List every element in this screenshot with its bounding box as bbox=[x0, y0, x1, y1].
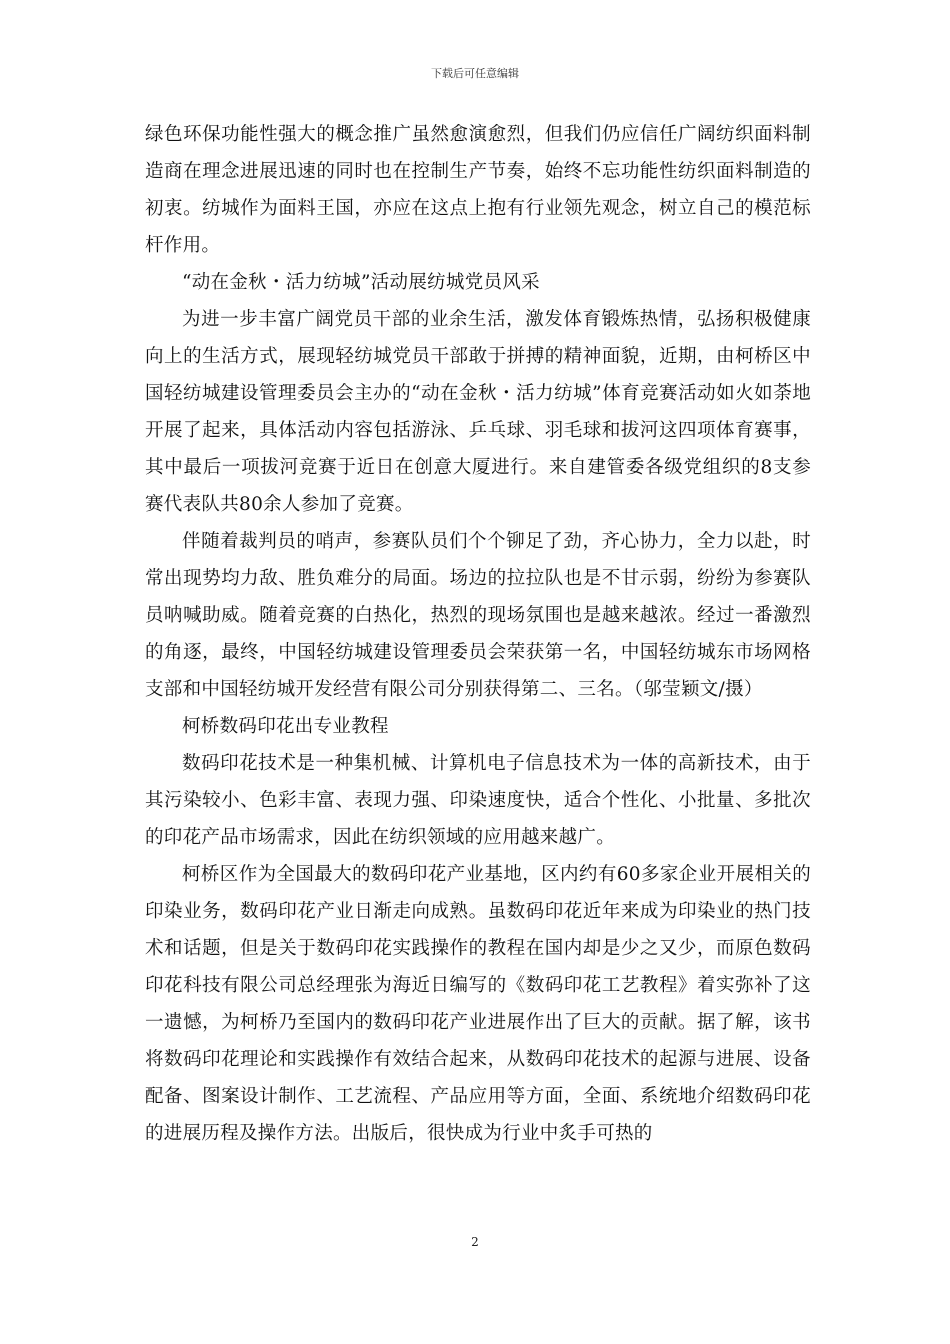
document-body bbox=[145, 116, 811, 1152]
paragraph-continuation: 绿色环保功能性强大的概念推广虽然愈演愈烈，但我们仍应信任广阔纺织面料制造商在理念进展迅速的同时也在控制生产节奏，始终不忘功能性纺织面料制造的初衷。纺城作为面料王国，亦应在这点上抱有行业领先观念，树立自己的模范标杆作用。 bbox=[145, 124, 811, 256]
page-header: 下载后可任意编辑 bbox=[431, 67, 519, 80]
paragraph-digital-printing-intro: 数码印花技术是一种集机械、计算机电子信息技术为一体的高新技术，由于其污染较小、色彩丰富、表现力强、印染速度快，适合个性化、小批量、多批次的印花产品市场需求，因此在纺织领域的应用越来越广。 bbox=[145, 753, 811, 848]
paragraph-event-result: 伴随着裁判员的哨声，参赛队员们个个铆足了劲，齐心协力，全力以赴，时常出现势均力敌、胜负难分的局面。场边的拉拉队也是不甘示弱，纷纷为参赛队员呐喊助威。随着竞赛的白热化，热烈的现场氛围也是越来越浓。经过一番激烈的角逐，最终，中国轻纺城建设管理委员会荣获第一名，中国轻纺城东市场网格支部和中国轻纺城开发经营有限公司分别获得第二、三名。（邬莹颖文/摄） bbox=[145, 531, 811, 700]
article-heading-party-event: “动在金秋・活力纺城”活动展纺城党员风采 bbox=[182, 272, 540, 293]
paragraph-event-intro: 为进一步丰富广阔党员干部的业余生活，激发体育锻炼热情，弘扬积极健康向上的生活方式，展现轻纺城党员干部敢于拼搏的精神面貌，近期，由柯桥区中国轻纺城建设管理委员会主办的“动在金秋・活力纺城”体育竞赛活动如火如荼地开展了起来，具体活动内容包括游泳、乒乓球、羽毛球和拔河这四项体育赛事，其中最后一项拔河竞赛于近日在创意大厦进行。来自建管委各级党组织的8支参赛代表队共80余人参加了竞赛。 bbox=[145, 309, 811, 515]
paragraph-digital-printing-book: 柯桥区作为全国最大的数码印花产业基地，区内约有60多家企业开展相关的印染业务，数码印花产业日渐走向成熟。虽数码印花近年来成为印染业的热门技术和话题，但是关于数码印花实践操作的教程在国内却是少之又少，而原色数码印花科技有限公司总经理张为海近日编写的《数码印花工艺教程》着实弥补了这一遗憾，为柯桥乃至国内的数码印花产业进展作出了巨大的贡献。据了解，该书将数码印花理论和实践操作有效结合起来，从数码印花技术的起源与进展、设备配备、图案设计制作、工艺流程、产品应用等方面，全面、系统地介绍数码印花的进展历程及操作方法。出版后，很快成为行业中炙手可热的 bbox=[145, 864, 811, 1144]
article-heading-digital-printing: 柯桥数码印花出专业教程 bbox=[182, 716, 389, 737]
page-number: 2 bbox=[471, 1235, 479, 1249]
